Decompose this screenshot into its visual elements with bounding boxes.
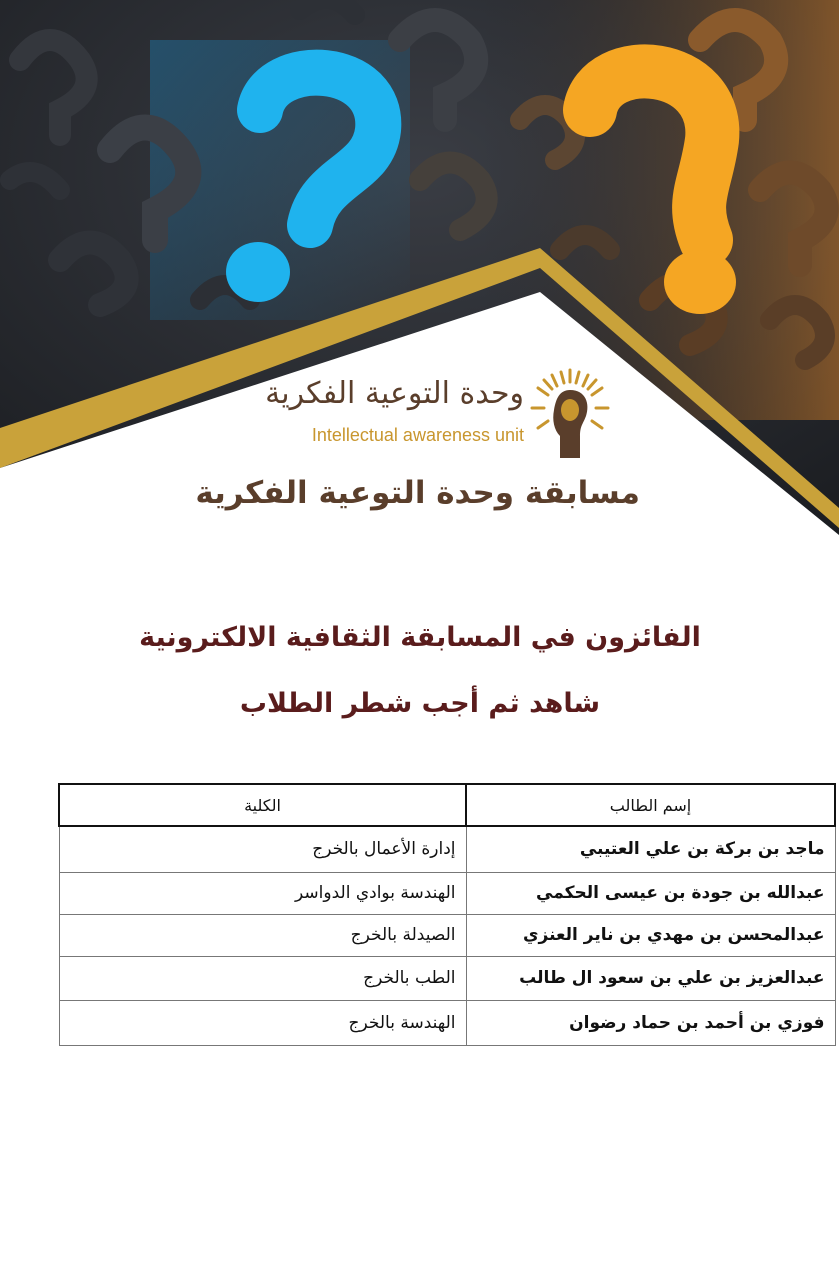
- unit-name-arabic: وحدة التوعية الفكرية: [265, 376, 524, 411]
- competition-subheadline: شاهد ثم أجب شطر الطلاب: [239, 688, 601, 719]
- table-row: [59, 826, 835, 872]
- contest-title: مسابقة وحدة التوعية الفكرية: [195, 475, 640, 511]
- unit-logo: [0, 362, 839, 462]
- winners-table: [58, 783, 836, 1046]
- college-cell: الصيدلة بالخرج: [59, 914, 466, 956]
- student-name-cell: فوزي بن أحمد بن حماد رضوان: [466, 1000, 835, 1045]
- college-cell: الطب بالخرج: [59, 956, 466, 1000]
- winners-headline: الفائزون في المسابقة الثقافية الالكترونية: [139, 622, 701, 653]
- table-row: [59, 872, 835, 914]
- header-college: الكلية: [59, 784, 466, 826]
- student-name-cell: عبدالمحسن بن مهدي بن ناير العنزي: [466, 914, 835, 956]
- unit-name-english: Intellectual awareness unit: [311, 425, 524, 445]
- table-row: [59, 956, 835, 1000]
- college-cell: إدارة الأعمال بالخرج: [59, 826, 466, 872]
- table-row: [59, 1000, 835, 1045]
- sunburst-head-emblem-icon: [528, 366, 612, 462]
- student-name-cell: عبدالعزيز بن علي بن سعود ال طالب: [466, 956, 835, 1000]
- header-student-name: إسم الطالب: [466, 784, 835, 826]
- student-name-cell: عبدالله بن جودة بن عيسى الحكمي: [466, 872, 835, 914]
- student-name-cell: ماجد بن بركة بن علي العتيبي: [466, 826, 835, 872]
- college-cell: الهندسة بالخرج: [59, 1000, 466, 1045]
- table-header-row: [59, 784, 835, 826]
- table-row: [59, 914, 835, 956]
- college-cell: الهندسة بوادي الدواسر: [59, 872, 466, 914]
